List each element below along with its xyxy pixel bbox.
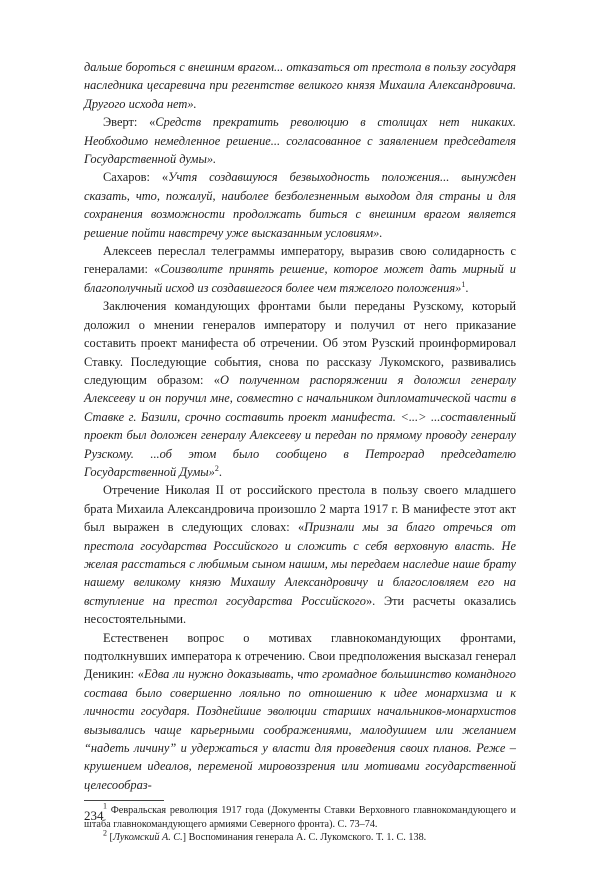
page-number: 234: [84, 808, 104, 823]
footnote-divider: [84, 800, 164, 801]
text-run: Эверт: «: [103, 115, 156, 130]
paragraph: [84, 168, 516, 242]
text-run: [: [107, 832, 113, 844]
paragraph: [84, 113, 516, 168]
text-run: ». Эти расчеты оказались несостоятельными.: [84, 593, 516, 627]
italic-text: О полученном распоряжении я доложил генералу Алексееву и он поручил мне, совместно с начальником дипломатической части в Ставке г. Базили, срочно составить проект манифеста. <...> ...составленный проект был доложен генералу Алексееву и передан по прямому проводу генералу Рузскому. ...об этом было сообщено в Петроград председателю Государственной Думы»: [84, 372, 516, 479]
italic-text: Соизволите принять решение, которое может дать мирный и благополучный исход из создавшегося более чем тяжелого положения»: [84, 262, 516, 295]
italic-text: Лукомский А. С.: [112, 832, 183, 844]
text-run: Сахаров: «: [103, 170, 169, 185]
italic-text: дальше бороться с внешним врагом... отказаться от престола в пользу государя наследника цесаревича при регентстве великого князя Михаила Александровича. Другого исхода нет».: [84, 60, 516, 111]
text-run: Естественен вопрос о мотивах главнокомандующих фронтами, подтолкнувших императора к отречению. Свои предположения высказал генерал Деникин: «: [84, 630, 516, 682]
paragraph: [84, 58, 516, 113]
text-run: Отречение Николая II от российского престола в пользу своего младшего брата Михаила Александровича произошло 2 марта 1917 г. В манифесте этот акт был выражен в следующих словах: «: [84, 483, 516, 535]
page-body: [84, 58, 516, 845]
footnotes: [84, 801, 516, 845]
footnote: [84, 801, 516, 831]
italic-text: Едва ли нужно доказывать, что громадное большинство командного состава было совершенно лояльно по отношению к идее монархизма и к личности государя. Позднейшие эволюции старших начальников-монархистов вызывались чаще карьерными соображениями, малодушием или желанием “надеть личину” и удержаться у власти для проведения своих планов. Реже – крушением идеалов, переменой мировоззрения или мотивами государственной целесообраз-: [84, 667, 516, 792]
paragraph: [84, 629, 516, 795]
text-run: Февральская революция 1917 года (Документы Ставки Верховного главнокомандующего и штаба главнокомандующего армиями Северного фронта). С. 73–74.: [84, 805, 516, 830]
italic-text: Признали мы за благо отречься от престола государства Российского и сложить с себя верховную власть. Не желая расстаться с любимым сыном нашим, мы передаем наследие наше брату нашему великому князю Михаилу Александровичу и благословляем его на вступление на престол государства Российского: [84, 520, 517, 608]
main-text: [84, 58, 516, 794]
footnote-ref: 2: [214, 463, 219, 473]
footnote-number: 2: [103, 829, 107, 839]
italic-text: Учтя создавшуюся безвыходность положения... вынужден сказать, что, пожалуй, наиболее безболезненным выходом для страны и для сохранения возможности продолжать биться с внешним врагом является решение пойти навстречу уже высказанным условиям».: [84, 170, 516, 240]
italic-text: Средств прекратить революцию в столицах нет никаких. Необходимо немедленное решение... согласованное с заявлением председателя Государственной думы».: [84, 115, 516, 167]
text-run: ] Воспоминания генерала А. С. Лукомского. Т. 1. С. 138.: [182, 832, 427, 844]
text-run: .: [218, 464, 222, 479]
text-run: Заключения командующих фронтами были переданы Рузскому, который доложил о мнении генералов императору и получил от него приказание составить проект манифеста об отречении. Об этом Рузский проинформировал Ставку. Последующие события, снова по рассказу Лукомского, развивались следующим образом: «: [84, 299, 516, 387]
text-run: Алексеев переслал телеграммы императору, выразив свою солидарность с генералами: «: [84, 244, 516, 277]
paragraph: [84, 242, 516, 297]
paragraph: [84, 297, 516, 481]
paragraph: [84, 481, 516, 628]
footnote-ref: 1: [461, 279, 466, 289]
text-run: .: [465, 280, 469, 295]
footnote-number: 1: [103, 801, 107, 811]
footnote: [84, 831, 516, 845]
